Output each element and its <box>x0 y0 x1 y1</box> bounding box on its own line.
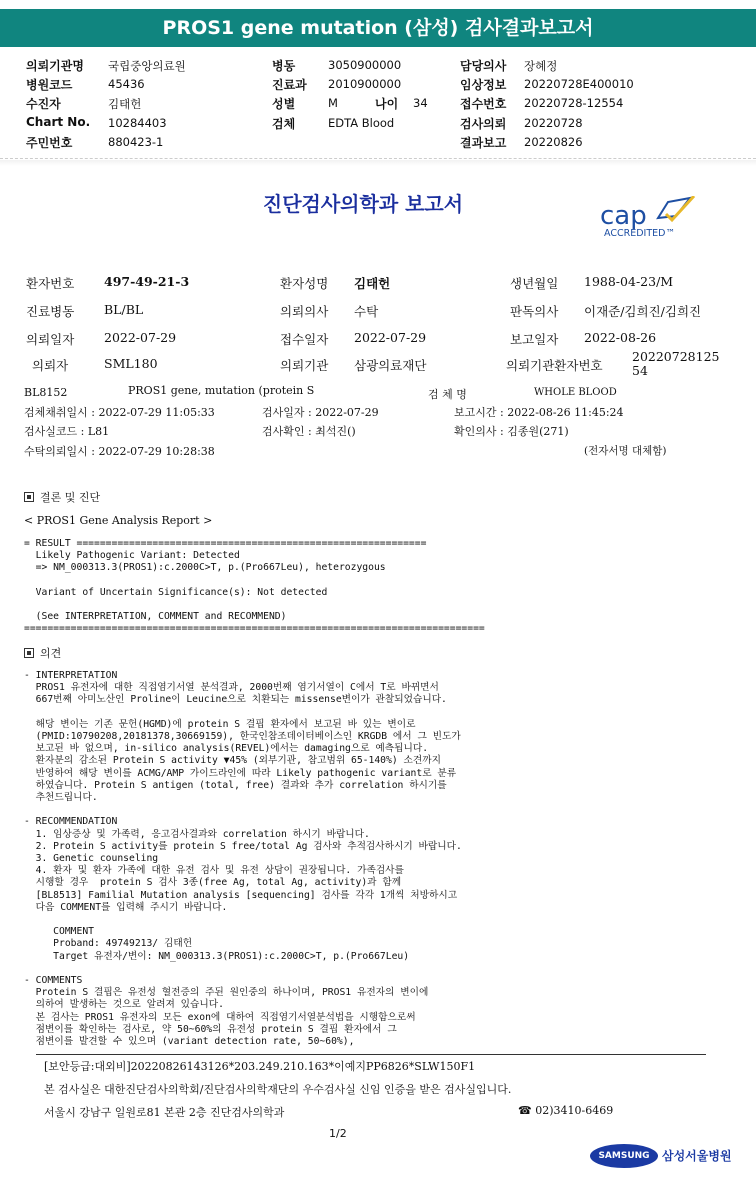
report-field-label: 진료병동 <box>26 304 75 319</box>
report-field-value: 2022-07-29 <box>354 330 427 345</box>
info-value: 20220826 <box>524 135 583 149</box>
report-field-value: BL/BL <box>104 302 144 317</box>
info-value: 김태헌 <box>108 97 142 111</box>
info-label: 주민번호 <box>26 136 73 150</box>
report-field-label: 환자성명 <box>280 276 329 291</box>
conclusion-heading: 결론 및 진단 <box>24 489 100 505</box>
report-time: 보고시간 : 2022-08-26 11:45:24 <box>454 406 624 419</box>
info-value: 34 <box>413 96 428 110</box>
result-block: = RESULT ============================================================ Likely Pathogenic Variant: Detected => NM_000313.3(PROS1):c.2000C>T, p.(Pro667Leu), heterozygous Variant of Uncertain Significance(s): Not detected (See INTERPRETATION, COMMENT and RECOMMEND) =============================================================================== <box>24 538 485 635</box>
report-field-label: 의뢰의사 <box>280 304 329 319</box>
info-value: 20220728 <box>524 116 583 130</box>
info-value: 장혜정 <box>524 59 558 73</box>
report-field-value: 2022-08-26 <box>584 330 657 345</box>
report-field-value: 1988-04-23/M <box>584 274 674 289</box>
info-label: 담당의사 <box>460 59 507 73</box>
cap-accredited-logo <box>598 196 698 238</box>
report-field-value: 2022072812554 <box>632 349 720 378</box>
info-label: 접수번호 <box>460 97 507 111</box>
report-field-value: 2022-07-29 <box>104 330 177 345</box>
report-field-label: 의뢰자 <box>32 358 69 373</box>
info-value: 20220728E400010 <box>524 77 634 91</box>
test-date: 검사일자 : 2022-07-29 <box>262 406 379 419</box>
cap-sub-text: ACCREDITED™ <box>604 228 675 238</box>
report-title: 진단검사의학과 보고서 <box>262 192 464 216</box>
info-label: 진료과 <box>272 78 307 92</box>
report-field-label: 생년월일 <box>510 276 559 291</box>
info-value: 20220728-12554 <box>524 96 624 110</box>
e-signature-note: (전자서명 대체함) <box>584 445 667 457</box>
info-value: 2010900000 <box>328 77 402 91</box>
info-label: 검사의뢰 <box>460 117 507 131</box>
report-field-value: 이재준/김희진/김희진 <box>584 304 702 319</box>
collection-datetime: 검체채취일시 : 2022-07-29 11:05:33 <box>24 406 215 419</box>
info-label: 병동 <box>272 59 296 73</box>
report-field-value: 김태헌 <box>354 276 391 291</box>
report-field-label: 접수일자 <box>280 332 329 347</box>
info-value: 880423-1 <box>108 135 164 149</box>
info-label: 검체 <box>272 117 296 131</box>
info-value: M <box>328 96 338 110</box>
lab-code: 검사실코드 : L81 <box>24 425 110 438</box>
section-bullet-icon <box>24 492 34 502</box>
opinion-block: - INTERPRETATION PROS1 유전자에 대한 직접염기서열 분석결과, 2000번째 염기서열이 C에서 T로 바뀌면서 667번째 아미노산인 Proline이 Leucine으로 치환되는 missense변이가 관찰되었습니다. 해당 변이는 기존 문헌(HGMD)에 protein S 결핍 환자에서 보고된 바 있는 변이로 (PMID:10790208,20181378,30669159), 한국인참조데이터베이스인 KRGDB 에서 그 빈도가 보고된 바 없으며, in-silico analysis(REVEL)에서는 damaging으로 예측됩니다. 환자분의 감소된 Protein S activity ▼45% (외부기관, 참고범위 65-140%) 소견까지 반영하여 해당 변이를 ACMG/AMP 가이드라인에 따라 Likely pathogenic variant로 분류 하였습니다. Protein S antigen (total, free) 결과와 추가 correlation 하시기를 추천드립니다. - RECOMMENDATION 1. 임상증상 및 가족력, 응고검사결과와 correlation 하시기 바랍니다. 2. Protein S activity를 protein S free/total Ag 검사와 추적검사하시기 바랍니다. 3. Genetic counseling 4. 환자 및 환자 가족에 대한 유전 검사 및 유전 상담이 권장됩니다. 가족검사를 시행할 경우 protein S 검사 3종(free Ag, total Ag, activity)과 함께 [BL8513] Familial Mutation analysis [sequencing] 검사를 각각 1개씩 처방하시고 다음 COMMENT를 입력해 주시기 바랍니다. COMMENT Proband: 49749213/ 김태헌 Target 유전자/변이: NM_000313.3(PROS1):c.2000C>T, p.(Pro667Leu) - COMMENTS Protein S 결핍은 유전성 혈전증의 주된 원인중의 하나이며, PROS1 유전자의 변이에 의하여 발생하는 것으로 알려져 있습니다. 본 검사는 PROS1 유전자의 모든 exon에 대하여 직접염기서열분석법을 시행함으로써 점변이를 확인하는 검사로, 약 50~60%의 유전성 protein S 결핍 환자에서 그 점변이를 발견할 수 있으며 (variant detection rate, 50~60%), <box>24 670 462 1048</box>
report-field-label: 판독의사 <box>510 304 559 319</box>
report-field-label: 의뢰일자 <box>26 332 75 347</box>
info-value: 10284403 <box>108 116 167 130</box>
info-label: Chart No. <box>26 115 91 129</box>
security-line: [보안등급:대외비]20220826143126*203.249.210.163*이예지PP6826*SLW150F1 <box>44 1060 476 1073</box>
report-field-value: 497-49-21-3 <box>104 274 190 289</box>
info-label: 병원코드 <box>26 78 73 92</box>
lab-phone: ☎ 02)3410-6469 <box>518 1104 614 1117</box>
page-number: 1/2 <box>329 1127 347 1140</box>
report-field-label: 의뢰기관환자번호 <box>506 358 603 373</box>
info-value: 45436 <box>108 77 145 91</box>
hospital-logo-text: 삼성서울병원 <box>662 1149 732 1163</box>
referral-datetime: 수탁의뢰일시 : 2022-07-29 10:28:38 <box>24 445 215 458</box>
info-label: 결과보고 <box>460 136 507 150</box>
confirming-doctor: 확인의사 : 김종원(271) <box>454 425 569 438</box>
samsung-logo: SAMSUNG <box>590 1144 658 1168</box>
cap-text: cap <box>600 201 647 231</box>
report-field-label: 의뢰기관 <box>280 358 329 373</box>
report-header-title: PROS1 gene mutation (삼성) 검사결과보고서 <box>0 9 756 47</box>
report-field-label: 환자번호 <box>26 276 75 291</box>
opinion-heading: 의견 <box>24 645 61 661</box>
info-label: 의뢰기관명 <box>26 59 84 73</box>
specimen-value: WHOLE BLOOD <box>534 387 617 398</box>
test-name: PROS1 gene, mutation (protein S <box>128 384 315 397</box>
certification-note: 본 검사실은 대한진단검사의학회/진단검사의학재단의 우수검사실 신임 인증을 받은 검사실입니다. <box>44 1083 512 1096</box>
test-confirm: 검사확인 : 최석진() <box>262 425 356 438</box>
info-value: EDTA Blood <box>328 116 395 130</box>
section-bullet-icon <box>24 648 34 658</box>
info-label: 성별 <box>272 97 296 111</box>
info-label: 나이 <box>375 97 399 111</box>
lab-address: 서울시 강남구 일원로81 본관 2층 진단검사의학과 <box>44 1106 285 1119</box>
info-label: 임상정보 <box>460 78 507 92</box>
info-label: 수진자 <box>26 97 61 111</box>
report-field-value: 수탁 <box>354 304 379 319</box>
report-field-label: 보고일자 <box>510 332 559 347</box>
analysis-report-title: < PROS1 Gene Analysis Report > <box>24 514 213 527</box>
info-value: 국립중앙의료원 <box>108 59 186 73</box>
report-field-value: SML180 <box>104 356 158 371</box>
specimen-label: 검 체 명 <box>428 388 467 401</box>
info-value: 3050900000 <box>328 58 402 72</box>
test-code: BL8152 <box>24 386 68 399</box>
report-field-value: 삼광의료재단 <box>354 358 427 373</box>
